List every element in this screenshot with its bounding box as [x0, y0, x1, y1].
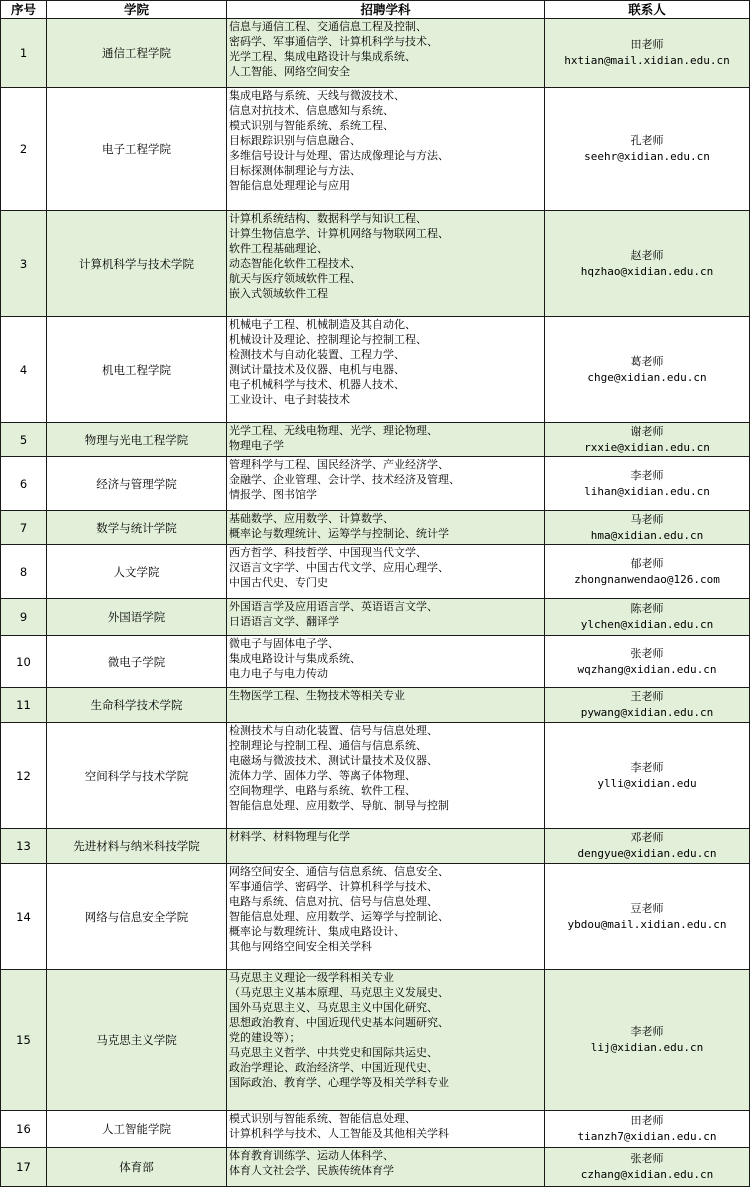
contact-name: 郁老师	[630, 556, 664, 570]
table-row	[1, 636, 750, 688]
table-row	[1, 511, 750, 545]
school-name: 外国语学院	[47, 599, 227, 636]
row-index: 2	[1, 88, 47, 211]
row-index: 14	[1, 864, 47, 970]
subjects-cell: 模式识别与智能系统、智能信息处理、 计算机科学与技术、人工智能及其他相关学科	[227, 1111, 545, 1148]
contact-name: 张老师	[630, 646, 664, 660]
subjects-cell: 机械电子工程、机械制造及其自动化、 机械设计及理论、控制理论与控制工程、 检测技术与自动化装置、工程力学、 测试计量技术及仪器、电机与电器、 电子机械科学与技术、机器人技术、 工业设计、电子封装技术	[227, 317, 545, 423]
subjects-cell: 微电子与固体电子学、 集成电路设计与集成系统、 电力电子与电力传动	[227, 636, 545, 688]
contact-name: 王老师	[630, 690, 664, 703]
row-index: 6	[1, 457, 47, 511]
row-index: 1	[1, 19, 47, 88]
contact-cell	[545, 636, 750, 688]
contact-name: 马老师	[630, 512, 664, 526]
contact-name: 田老师	[630, 38, 664, 51]
contact-name: 葛老师	[630, 354, 664, 368]
row-index: 13	[1, 829, 47, 864]
table-row	[1, 423, 750, 457]
table-body	[1, 19, 750, 1187]
subjects-cell: 光学工程、无线电物理、光学、理论物理、 物理电子学	[227, 423, 545, 457]
header-row	[1, 1, 750, 19]
subjects-cell: 体育教育训练学、运动人体科学、 体育人文社会学、民族传统体育学	[227, 1148, 545, 1187]
contact-cell	[545, 545, 750, 599]
contact-cell	[545, 19, 750, 88]
row-index: 16	[1, 1111, 47, 1148]
contact-email[interactable]: ylchen@xidian.edu.cn	[580, 618, 714, 631]
contact-email[interactable]: tianzh7@xidian.edu.cn	[577, 1130, 717, 1143]
contact-name: 孔老师	[630, 134, 664, 147]
subjects-cell: 西方哲学、科技哲学、中国现当代文学、 汉语言文字学、中国古代文学、应用心理学、 中国古代史、专门史	[227, 545, 545, 599]
contact-cell	[545, 511, 750, 545]
row-index: 9	[1, 599, 47, 636]
contact-cell	[545, 423, 750, 457]
table-row	[1, 317, 750, 423]
row-index: 12	[1, 723, 47, 829]
table-row	[1, 688, 750, 723]
subjects-cell: 集成电路与系统、天线与微波技术、 信息对抗技术、信息感知与系统、 模式识别与智能系统、系统工程、 目标跟踪识别与信息融合、 多维信号设计与处理、雷达成像理论与方法、 目标探测体制理论与方法、 智能信息处理理论与应用	[227, 88, 545, 211]
contact-cell	[545, 88, 750, 211]
school-name: 电子工程学院	[47, 88, 227, 211]
row-index: 5	[1, 423, 47, 457]
school-name: 先进材料与纳米科技学院	[47, 829, 227, 864]
contact-email[interactable]: zhongnanwendao@126.com	[574, 572, 720, 586]
table-row	[1, 545, 750, 599]
row-index: 8	[1, 545, 47, 599]
table-row	[1, 211, 750, 317]
contact-name: 李老师	[630, 1025, 664, 1038]
subjects-cell: 外国语言学及应用语言学、英语语言文学、 日语语言文学、翻译学	[227, 599, 545, 636]
table-row	[1, 599, 750, 636]
row-index: 10	[1, 636, 47, 688]
contact-name: 张老师	[630, 1152, 664, 1165]
contact-email[interactable]: hqzhao@xidian.edu.cn	[580, 264, 714, 278]
header-subjects: 招聘学科	[227, 1, 545, 19]
contact-email[interactable]: hma@xidian.edu.cn	[590, 528, 704, 542]
table-row	[1, 19, 750, 88]
subjects-cell: 管理科学与工程、国民经济学、产业经济学、 金融学、企业管理、会计学、技术经济及管理、 情报学、图书馆学	[227, 457, 545, 511]
subjects-cell: 生物医学工程、生物技术等相关专业	[227, 688, 545, 723]
subjects-cell: 网络空间安全、通信与信息系统、信息安全、 军事通信学、密码学、计算机科学与技术、 电路与系统、信息对抗、信号与信息处理、 智能信息处理、应用数学、运筹学与控制论、 概率论与数理统计、集成电路设计、 其他与网络空间安全相关学科	[227, 864, 545, 970]
contact-email[interactable]: lihan@xidian.edu.cn	[584, 484, 710, 498]
contact-name: 谢老师	[630, 424, 664, 438]
school-name: 物理与光电工程学院	[47, 423, 227, 457]
contact-email[interactable]: lij@xidian.edu.cn	[590, 1041, 704, 1054]
subjects-cell: 计算机系统结构、数据科学与知识工程、 计算生物信息学、计算机网络与物联网工程、 软件工程基础理论、 动态智能化软件工程技术、 航天与医疗领域软件工程、 嵌入式领域软件工程	[227, 211, 545, 317]
school-name: 马克思主义学院	[47, 970, 227, 1111]
contact-cell	[545, 599, 750, 636]
contact-cell	[545, 970, 750, 1111]
contact-cell	[545, 688, 750, 723]
contact-email[interactable]: wqzhang@xidian.edu.cn	[577, 662, 717, 676]
school-name: 生命科学技术学院	[47, 688, 227, 723]
table-row	[1, 88, 750, 211]
contact-cell	[545, 864, 750, 970]
table-row	[1, 864, 750, 970]
contact-cell	[545, 723, 750, 829]
row-index: 7	[1, 511, 47, 545]
table-row	[1, 1111, 750, 1148]
school-name: 微电子学院	[47, 636, 227, 688]
subjects-cell: 基础数学、应用数学、计算数学、 概率论与数理统计、运筹学与控制论、统计学	[227, 511, 545, 545]
school-name: 体育部	[47, 1148, 227, 1187]
subjects-cell: 检测技术与自动化装置、信号与信息处理、 控制理论与控制工程、通信与信息系统、 电磁场与微波技术、测试计量技术及仪器、 流体力学、固体力学、等离子体物理、 空间物理学、电路与系统、软件工程、 智能信息处理、应用数学、导航、制导与控制	[227, 723, 545, 829]
table-row	[1, 829, 750, 864]
contact-email[interactable]: hxtian@mail.xidian.edu.cn	[564, 54, 730, 67]
contact-cell	[545, 211, 750, 317]
contact-name: 邓老师	[630, 831, 664, 844]
row-index: 3	[1, 211, 47, 317]
contact-email[interactable]: ybdou@mail.xidian.edu.cn	[567, 917, 727, 931]
school-name: 人工智能学院	[47, 1111, 227, 1148]
contact-cell	[545, 317, 750, 423]
contact-name: 李老师	[630, 468, 664, 482]
contact-email[interactable]: pywang@xidian.edu.cn	[580, 706, 714, 719]
contact-email[interactable]: czhang@xidian.edu.cn	[580, 1168, 714, 1181]
table-row	[1, 457, 750, 511]
school-name: 网络与信息安全学院	[47, 864, 227, 970]
contact-cell	[545, 1111, 750, 1148]
subjects-cell: 信息与通信工程、交通信息工程及控制、 密码学、军事通信学、计算机科学与技术、 光学工程、集成电路设计与集成系统、 人工智能、网络空间安全	[227, 19, 545, 88]
row-index: 17	[1, 1148, 47, 1187]
contact-email[interactable]: seehr@xidian.edu.cn	[584, 150, 710, 163]
subjects-cell: 材料学、材料物理与化学	[227, 829, 545, 864]
school-name: 空间科学与技术学院	[47, 723, 227, 829]
header-school: 学院	[47, 1, 227, 19]
table-row	[1, 970, 750, 1111]
contact-name: 赵老师	[630, 248, 664, 262]
table-row	[1, 723, 750, 829]
header-contact: 联系人	[545, 1, 750, 19]
school-name: 经济与管理学院	[47, 457, 227, 511]
contact-cell	[545, 1148, 750, 1187]
contact-email[interactable]: rxxie@xidian.edu.cn	[584, 440, 710, 454]
row-index: 4	[1, 317, 47, 423]
contact-cell	[545, 829, 750, 864]
contact-email[interactable]: ylli@xidian.edu	[597, 776, 697, 790]
subjects-cell: 马克思主义理论一级学科相关专业 （马克思主义基本原理、马克思主义发展史、 国外马克思主义、马克思主义中国化研究、 思想政治教育、中国近现代史基本问题研究、 党的建设等）； 马克思主义哲学、中共党史和国际共运史、 政治学理论、政治经济学、中国近现代史、 国际政治、教育学、心理学等及相关学科专业	[227, 970, 545, 1111]
contact-name: 陈老师	[630, 602, 664, 615]
school-name: 数学与统计学院	[47, 511, 227, 545]
contact-name: 李老师	[630, 760, 664, 774]
school-name: 计算机科学与技术学院	[47, 211, 227, 317]
school-name: 通信工程学院	[47, 19, 227, 88]
school-name: 人文学院	[47, 545, 227, 599]
contact-name: 豆老师	[630, 901, 664, 915]
contact-name: 田老师	[630, 1114, 664, 1127]
row-index: 15	[1, 970, 47, 1111]
row-index: 11	[1, 688, 47, 723]
header-index: 序号	[1, 1, 47, 19]
contact-email[interactable]: dengyue@xidian.edu.cn	[577, 847, 717, 860]
contact-cell	[545, 457, 750, 511]
table-row	[1, 1148, 750, 1187]
school-name: 机电工程学院	[47, 317, 227, 423]
contact-email[interactable]: chge@xidian.edu.cn	[587, 370, 707, 384]
